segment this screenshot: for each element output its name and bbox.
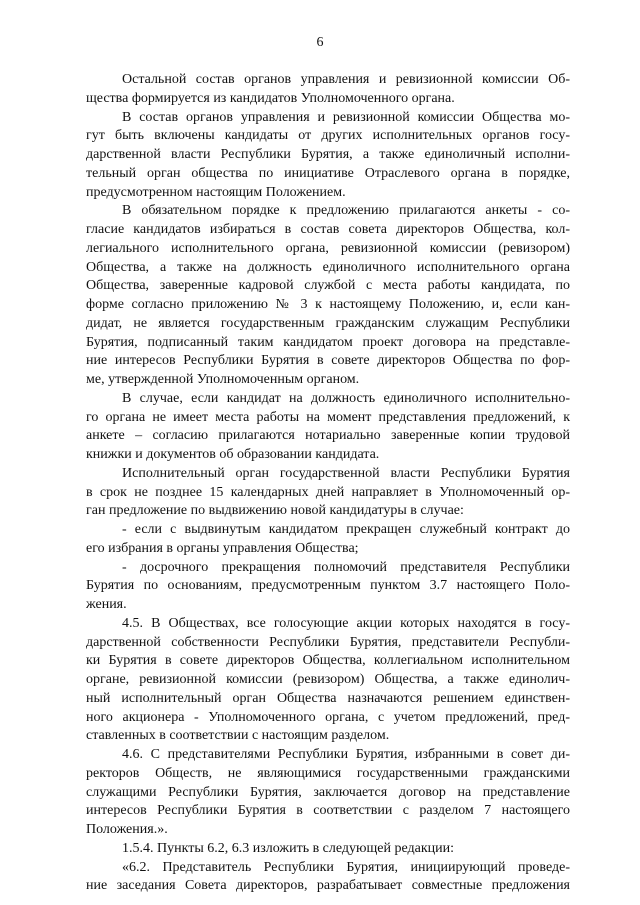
paragraph: [86, 465, 570, 521]
paragraph: [86, 559, 570, 615]
text-line: го органа не имеет места работы на момент представления предложений, к: [86, 409, 570, 425]
paragraph: [86, 615, 570, 746]
paragraph: [86, 521, 570, 559]
text-line: ставленных в соответствии с настоящим разделом.: [86, 728, 390, 744]
text-line: Общества, заверенные кадровой службой с места работы кандидата, по: [86, 278, 570, 294]
text-line: ние интересов Республики Бурятия в совете директоров Общества по фор-: [86, 353, 570, 369]
paragraph: [86, 109, 570, 203]
text-line: ние заседания Совета директоров, разрабатывает совместные предложения: [86, 878, 570, 894]
text-line: В состав органов управления и ревизионной комиссии Общества мо-: [122, 109, 570, 125]
text-line: ного акционера - Уполномоченного органа, с учетом предложений, пред-: [86, 709, 570, 725]
text-line: анкете – согласию прилагаются нотариально заверенные копии трудовой: [86, 428, 570, 444]
text-line: легиального исполнительного органа, ревизионной комиссии (ревизором): [86, 240, 570, 256]
text-line: щества формируется из кандидатов Уполномоченного органа.: [86, 90, 455, 106]
text-line: ректоров Обществ, не являющимися государственными гражданскими: [86, 765, 570, 781]
text-line: 1.5.4. Пункты 6.2, 6.3 изложить в следующей редакции:: [122, 840, 455, 856]
text-line: жения.: [86, 597, 127, 612]
text-line: Исполнительный орган государственной власти Республики Бурятия: [122, 465, 570, 481]
text-line: органе, ревизионной комиссии (ревизором) Общества, а также единолич-: [86, 672, 570, 687]
text-line: дидат, не является государственным гражданским служащим Республики: [86, 315, 570, 331]
text-line: в срок не позднее 15 календарных дней направляет в Уполномоченный ор-: [86, 484, 570, 500]
text-line: служащими Республики Бурятия, заключается договор на представление: [86, 784, 570, 800]
text-line: 4.5. В Обществах, все голосующие акции которых находятся в госу-: [122, 615, 570, 631]
text-line: 4.6. С представителями Республики Бурятия, избранными в совет ди-: [122, 747, 570, 762]
paragraph: [86, 390, 570, 465]
text-line: ме, утвержденной Уполномоченным органом.: [86, 372, 360, 387]
text-line: форме согласно приложению № 3 к настоящему Положению, и, если кан-: [86, 297, 570, 312]
text-line: Положения.».: [86, 822, 168, 837]
text-line: тельный орган общества по инициативе Отраслевого органа в порядке,: [86, 165, 570, 181]
text-line: В случае, если кандидат на должность единоличного исполнительно-: [122, 390, 570, 406]
text-line: Бурятия по основаниям, предусмотренным пунктом 3.7 настоящего Поло-: [86, 578, 570, 594]
paragraph: [86, 746, 570, 840]
text-line: - досрочного прекращения полномочий представителя Республики: [122, 559, 570, 575]
text-line: книжки и документов об образовании кандидата.: [86, 447, 380, 462]
text-line: ный исполнительный орган Общества назначаются решением единствен-: [86, 690, 570, 706]
text-line: Остальной состав органов управления и ревизионной комиссии Об-: [122, 72, 570, 87]
text-line: гут быть включены кандидаты от других исполнительных органов госу-: [86, 128, 570, 144]
text-line: - если с выдвинутым кандидатом прекращен служебный контракт до: [122, 522, 570, 537]
text-line: Общества, а также на должность единоличного исполнительного органа: [86, 259, 570, 275]
text-line: его избрания в органы управления Общества;: [86, 540, 359, 556]
text-line: ган предложение по выдвижению новой кандидатуры в случае:: [86, 503, 464, 519]
text-line: ки Бурятия в совете директоров Общества, коллегиальном исполнительном: [86, 653, 570, 669]
text-line: дарственной власти Республики Бурятия, а также единоличный исполни-: [86, 147, 570, 162]
text-line: «6.2. Представитель Республики Бурятия, инициирующий проведе-: [122, 859, 570, 875]
text-line: дарственной собственности Республики Бурятия, представители Республи-: [86, 634, 570, 650]
text-line: В обязательном порядке к предложению прилагаются анкеты - со-: [122, 203, 570, 219]
paragraph: [86, 71, 570, 109]
page-number: 6: [316, 35, 324, 50]
text-line: интересов Республики Бурятия в соответствии с разделом 7 настоящего: [86, 803, 570, 819]
paragraph: [86, 859, 570, 897]
paragraph: [86, 202, 570, 390]
text-line: предусмотренном настоящим Положением.: [86, 184, 346, 200]
text-line: гласие кандидатов избираться в состав совета директоров Общества, кол-: [86, 222, 570, 237]
document-body: [86, 71, 570, 896]
paragraph: [86, 840, 570, 859]
text-line: Бурятия, подписанный таким кандидатом проект договора на представле-: [86, 334, 570, 350]
